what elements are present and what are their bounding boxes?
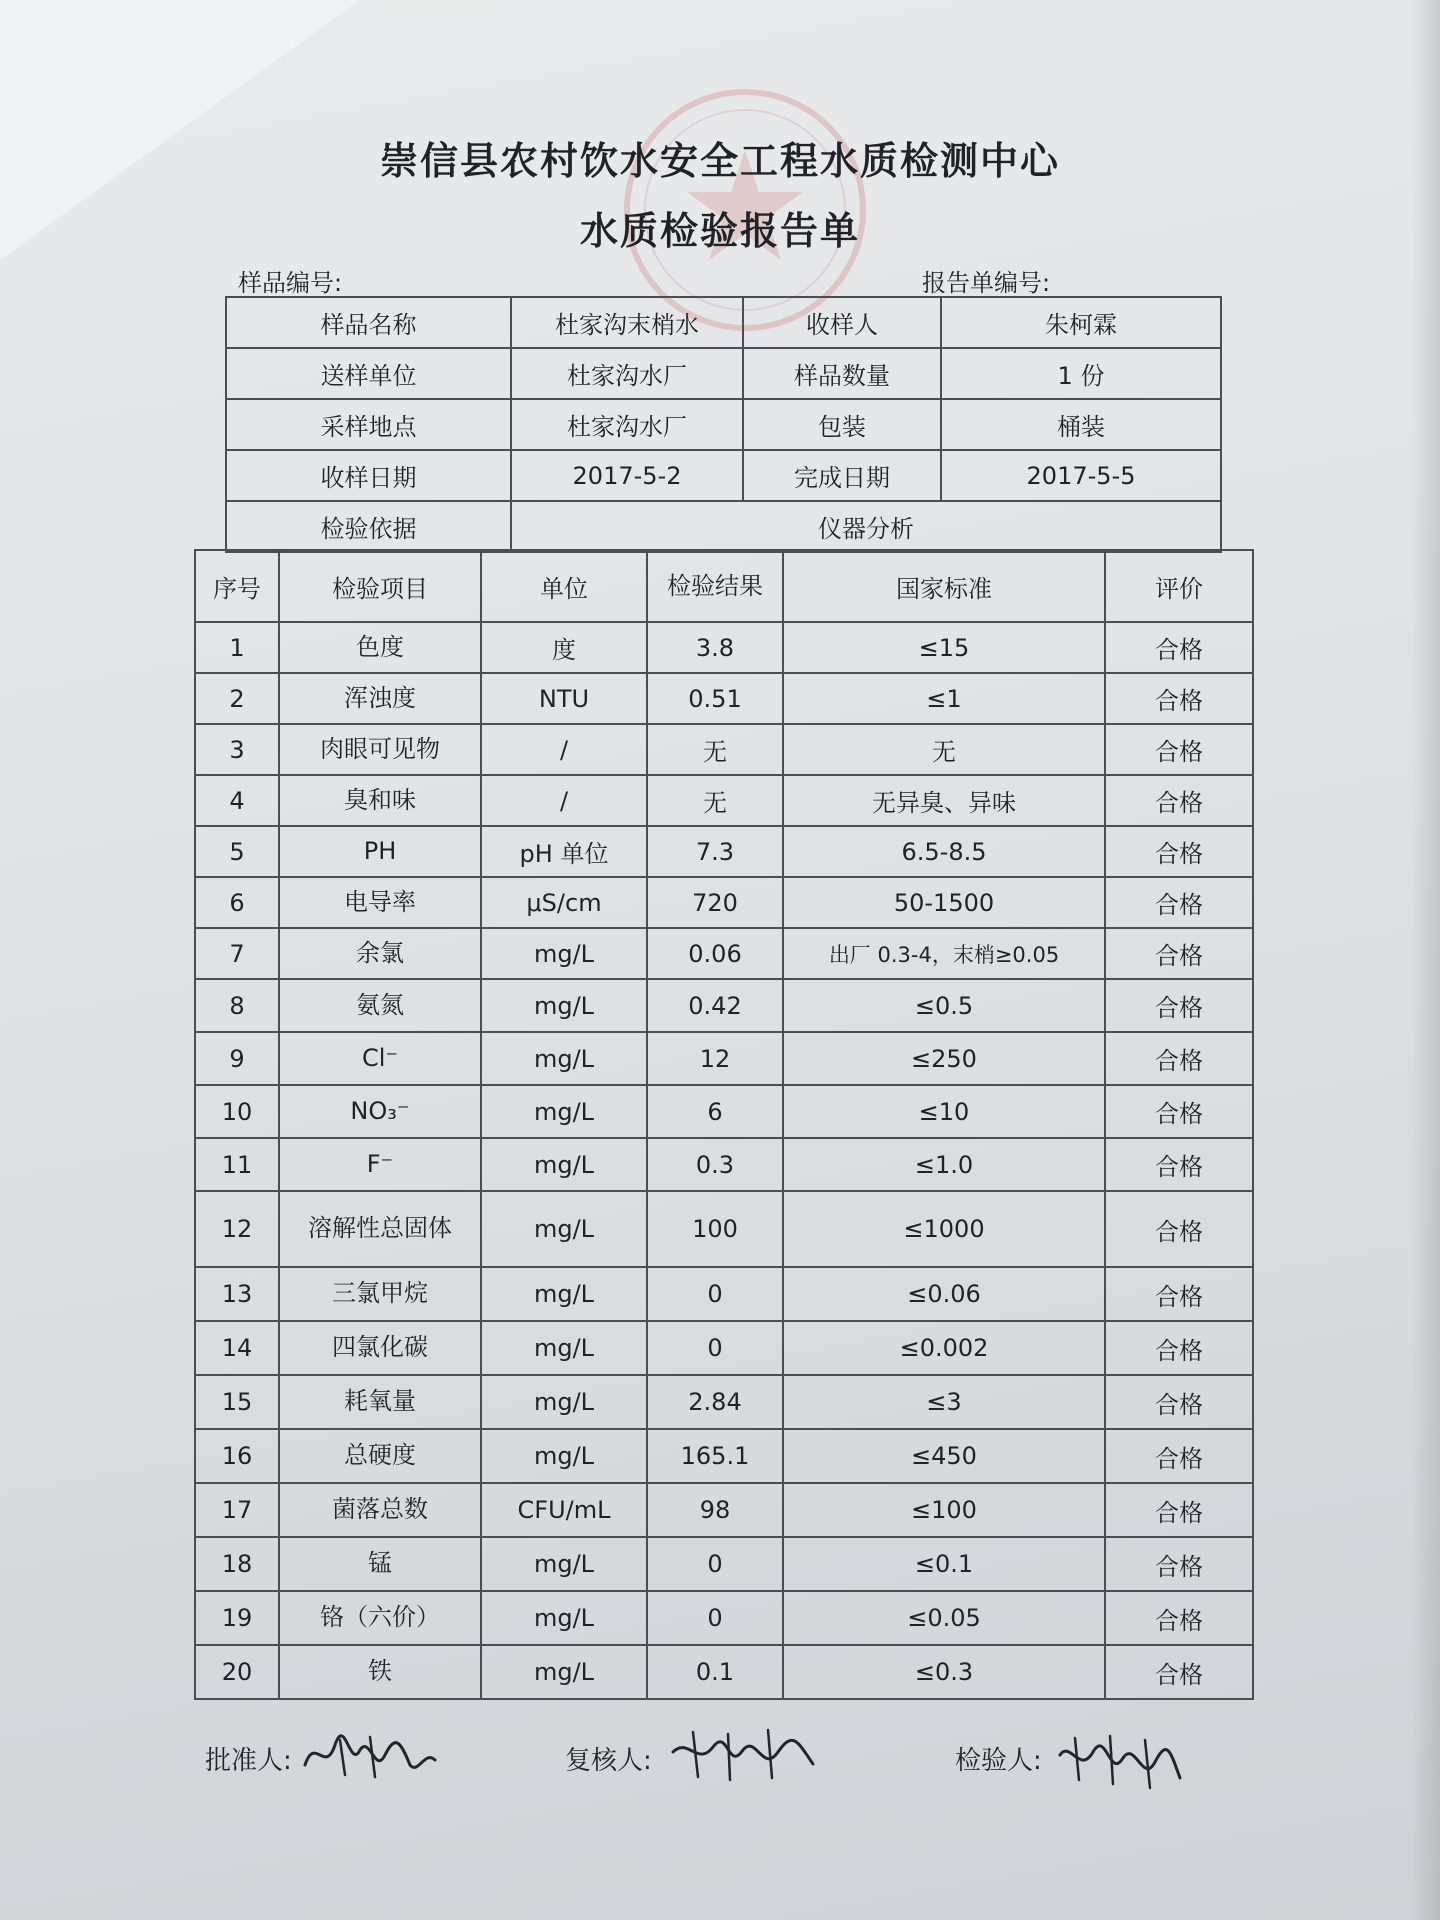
info-label: 完成日期: [743, 450, 941, 501]
national-standard: ≤100: [783, 1483, 1105, 1537]
national-standard: ≤450: [783, 1429, 1105, 1483]
result-value: 3.8: [647, 622, 783, 673]
test-item: 铬（六价）: [279, 1591, 481, 1645]
evaluation: 合格: [1105, 979, 1253, 1032]
test-item: 臭和味: [279, 775, 481, 826]
basis-value: 仪器分析: [511, 501, 1221, 552]
test-item: 铁: [279, 1645, 481, 1699]
evaluation: 合格: [1105, 1191, 1253, 1267]
test-item: 余氯: [279, 928, 481, 979]
national-standard: 6.5-8.5: [783, 826, 1105, 877]
unit: mg/L: [481, 1375, 647, 1429]
evaluation: 合格: [1105, 1138, 1253, 1191]
result-value: 100: [647, 1191, 783, 1267]
result-value: 0: [647, 1267, 783, 1321]
info-label: 采样地点: [226, 399, 511, 450]
national-standard: 50-1500: [783, 877, 1105, 928]
info-value: 朱柯霖: [941, 297, 1221, 348]
evaluation: 合格: [1105, 928, 1253, 979]
result-value: 无: [647, 724, 783, 775]
row-number: 10: [195, 1085, 279, 1138]
result-value: 0.42: [647, 979, 783, 1032]
row-number: 14: [195, 1321, 279, 1375]
national-standard: ≤0.05: [783, 1591, 1105, 1645]
row-number: 5: [195, 826, 279, 877]
row-number: 19: [195, 1591, 279, 1645]
result-value: 无: [647, 775, 783, 826]
unit: pH 单位: [481, 826, 647, 877]
basis-row: [226, 501, 1221, 552]
test-item: 电导率: [279, 877, 481, 928]
row-number: 15: [195, 1375, 279, 1429]
unit: /: [481, 724, 647, 775]
national-standard: ≤250: [783, 1032, 1105, 1085]
info-value: 杜家沟末梢水: [511, 297, 743, 348]
test-item: F⁻: [279, 1138, 481, 1191]
national-standard: ≤1: [783, 673, 1105, 724]
unit: mg/L: [481, 1321, 647, 1375]
evaluation: 合格: [1105, 724, 1253, 775]
unit: mg/L: [481, 928, 647, 979]
results-row: [195, 622, 1253, 673]
result-value: 0: [647, 1537, 783, 1591]
evaluation: 合格: [1105, 1645, 1253, 1699]
results-row: [195, 1375, 1253, 1429]
evaluation: 合格: [1105, 1321, 1253, 1375]
national-standard: ≤0.5: [783, 979, 1105, 1032]
test-item: 锰: [279, 1537, 481, 1591]
test-item: 浑浊度: [279, 673, 481, 724]
row-number: 3: [195, 724, 279, 775]
unit: mg/L: [481, 1645, 647, 1699]
unit: mg/L: [481, 979, 647, 1032]
national-standard: ≤10: [783, 1085, 1105, 1138]
row-number: 16: [195, 1429, 279, 1483]
evaluation: 合格: [1105, 1429, 1253, 1483]
evaluation: 合格: [1105, 1483, 1253, 1537]
results-row: [195, 1138, 1253, 1191]
results-table: [194, 549, 1254, 1700]
results-row: [195, 1191, 1253, 1267]
inspector-signature: [1055, 1730, 1185, 1794]
header-standard: 国家标准: [783, 550, 1105, 622]
info-label: 样品名称: [226, 297, 511, 348]
report-title: 水质检验报告单: [579, 209, 860, 253]
national-standard: 出厂 0.3-4，末梢≥0.05: [783, 928, 1105, 979]
results-row: [195, 775, 1253, 826]
test-item: PH: [279, 826, 481, 877]
test-item: 菌落总数: [279, 1483, 481, 1537]
info-label: 送样单位: [226, 348, 511, 399]
results-row: [195, 928, 1253, 979]
row-number: 1: [195, 622, 279, 673]
row-number: 17: [195, 1483, 279, 1537]
results-row: [195, 1483, 1253, 1537]
national-standard: ≤15: [783, 622, 1105, 673]
info-value: 2017-5-5: [941, 450, 1221, 501]
test-item: 色度: [279, 622, 481, 673]
national-standard: ≤0.1: [783, 1537, 1105, 1591]
results-row: [195, 1321, 1253, 1375]
test-item: 耗氧量: [279, 1375, 481, 1429]
row-number: 4: [195, 775, 279, 826]
paper-edge-shadow: [1410, 0, 1440, 1920]
reviewer-field: [565, 1740, 652, 1777]
info-label: 收样日期: [226, 450, 511, 501]
unit: CFU/mL: [481, 1483, 647, 1537]
national-standard: ≤1.0: [783, 1138, 1105, 1191]
row-number: 6: [195, 877, 279, 928]
unit: mg/L: [481, 1085, 647, 1138]
national-standard: 无异臭、异味: [783, 775, 1105, 826]
results-body: [195, 622, 1253, 1699]
evaluation: 合格: [1105, 775, 1253, 826]
approver-signature: [300, 1725, 440, 1785]
unit: mg/L: [481, 1537, 647, 1591]
result-value: 165.1: [647, 1429, 783, 1483]
national-standard: ≤0.06: [783, 1267, 1105, 1321]
unit: NTU: [481, 673, 647, 724]
unit: /: [481, 775, 647, 826]
results-row: [195, 826, 1253, 877]
result-value: 0.3: [647, 1138, 783, 1191]
approver-field: [205, 1740, 292, 1777]
info-value: 2017-5-2: [511, 450, 743, 501]
result-value: 12: [647, 1032, 783, 1085]
row-number: 18: [195, 1537, 279, 1591]
inspector-field: [955, 1740, 1042, 1777]
test-item: 总硬度: [279, 1429, 481, 1483]
results-row: [195, 1645, 1253, 1699]
unit: mg/L: [481, 1267, 647, 1321]
info-value: 杜家沟水厂: [511, 399, 743, 450]
row-number: 13: [195, 1267, 279, 1321]
evaluation: 合格: [1105, 622, 1253, 673]
info-row: [226, 450, 1221, 501]
results-row: [195, 1267, 1253, 1321]
test-item: Cl⁻: [279, 1032, 481, 1085]
info-row: [226, 297, 1221, 348]
national-standard: ≤0.002: [783, 1321, 1105, 1375]
row-number: 12: [195, 1191, 279, 1267]
unit: mg/L: [481, 1591, 647, 1645]
info-row: [226, 399, 1221, 450]
info-label: 包装: [743, 399, 941, 450]
info-value: 1 份: [941, 348, 1221, 399]
row-number: 2: [195, 673, 279, 724]
reviewer-signature: [668, 1722, 818, 1786]
results-row: [195, 979, 1253, 1032]
national-standard: ≤3: [783, 1375, 1105, 1429]
results-row: [195, 673, 1253, 724]
test-item: 三氯甲烷: [279, 1267, 481, 1321]
results-row: [195, 1537, 1253, 1591]
sample-number-label: 样品编号:: [238, 269, 343, 297]
test-item: 四氯化碳: [279, 1321, 481, 1375]
result-value: 0: [647, 1591, 783, 1645]
test-item: 氨氮: [279, 979, 481, 1032]
results-row: [195, 724, 1253, 775]
evaluation: 合格: [1105, 1375, 1253, 1429]
report-number-label: 报告单编号:: [922, 269, 1051, 297]
unit: mg/L: [481, 1032, 647, 1085]
unit: mg/L: [481, 1138, 647, 1191]
row-number: 20: [195, 1645, 279, 1699]
results-row: [195, 1032, 1253, 1085]
results-row: [195, 877, 1253, 928]
info-label: 样品数量: [743, 348, 941, 399]
row-number: 7: [195, 928, 279, 979]
evaluation: 合格: [1105, 1267, 1253, 1321]
evaluation: 合格: [1105, 1537, 1253, 1591]
evaluation: 合格: [1105, 826, 1253, 877]
header-eval: 评价: [1105, 550, 1253, 622]
result-value: 720: [647, 877, 783, 928]
header-item: 检验项目: [279, 550, 481, 622]
evaluation: 合格: [1105, 673, 1253, 724]
info-row: [226, 348, 1221, 399]
result-value: 0.1: [647, 1645, 783, 1699]
result-value: 6: [647, 1085, 783, 1138]
national-standard: ≤0.3: [783, 1645, 1105, 1699]
row-number: 11: [195, 1138, 279, 1191]
test-item: 肉眼可见物: [279, 724, 481, 775]
evaluation: 合格: [1105, 1032, 1253, 1085]
sample-info-table: [225, 296, 1222, 553]
test-item: 溶解性总固体: [279, 1191, 481, 1267]
approver-label: 批准人:: [205, 1746, 292, 1776]
row-number: 9: [195, 1032, 279, 1085]
basis-label: 检验依据: [226, 501, 511, 552]
header-no: 序号: [195, 550, 279, 622]
report-org-title: 崇信县农村饮水安全工程水质检测中心: [379, 139, 1060, 183]
reviewer-label: 复核人:: [565, 1746, 652, 1776]
result-value: 0: [647, 1321, 783, 1375]
test-item: NO₃⁻: [279, 1085, 481, 1138]
inspector-label: 检验人:: [955, 1746, 1042, 1776]
result-value: 2.84: [647, 1375, 783, 1429]
result-value: 0.51: [647, 673, 783, 724]
evaluation: 合格: [1105, 877, 1253, 928]
unit: 度: [481, 622, 647, 673]
results-header-row: [195, 550, 1253, 622]
info-label: 收样人: [743, 297, 941, 348]
result-value: 0.06: [647, 928, 783, 979]
result-value: 98: [647, 1483, 783, 1537]
row-number: 8: [195, 979, 279, 1032]
info-value: 桶装: [941, 399, 1221, 450]
unit: mg/L: [481, 1429, 647, 1483]
national-standard: ≤1000: [783, 1191, 1105, 1267]
evaluation: 合格: [1105, 1085, 1253, 1138]
results-row: [195, 1591, 1253, 1645]
unit: μS/cm: [481, 877, 647, 928]
header-unit: 单位: [481, 550, 647, 622]
sample-info-body: [226, 297, 1221, 552]
results-row: [195, 1429, 1253, 1483]
evaluation: 合格: [1105, 1591, 1253, 1645]
info-value: 杜家沟水厂: [511, 348, 743, 399]
unit: mg/L: [481, 1191, 647, 1267]
results-row: [195, 1085, 1253, 1138]
national-standard: 无: [783, 724, 1105, 775]
header-result: 检验结果: [647, 550, 783, 622]
result-value: 7.3: [647, 826, 783, 877]
